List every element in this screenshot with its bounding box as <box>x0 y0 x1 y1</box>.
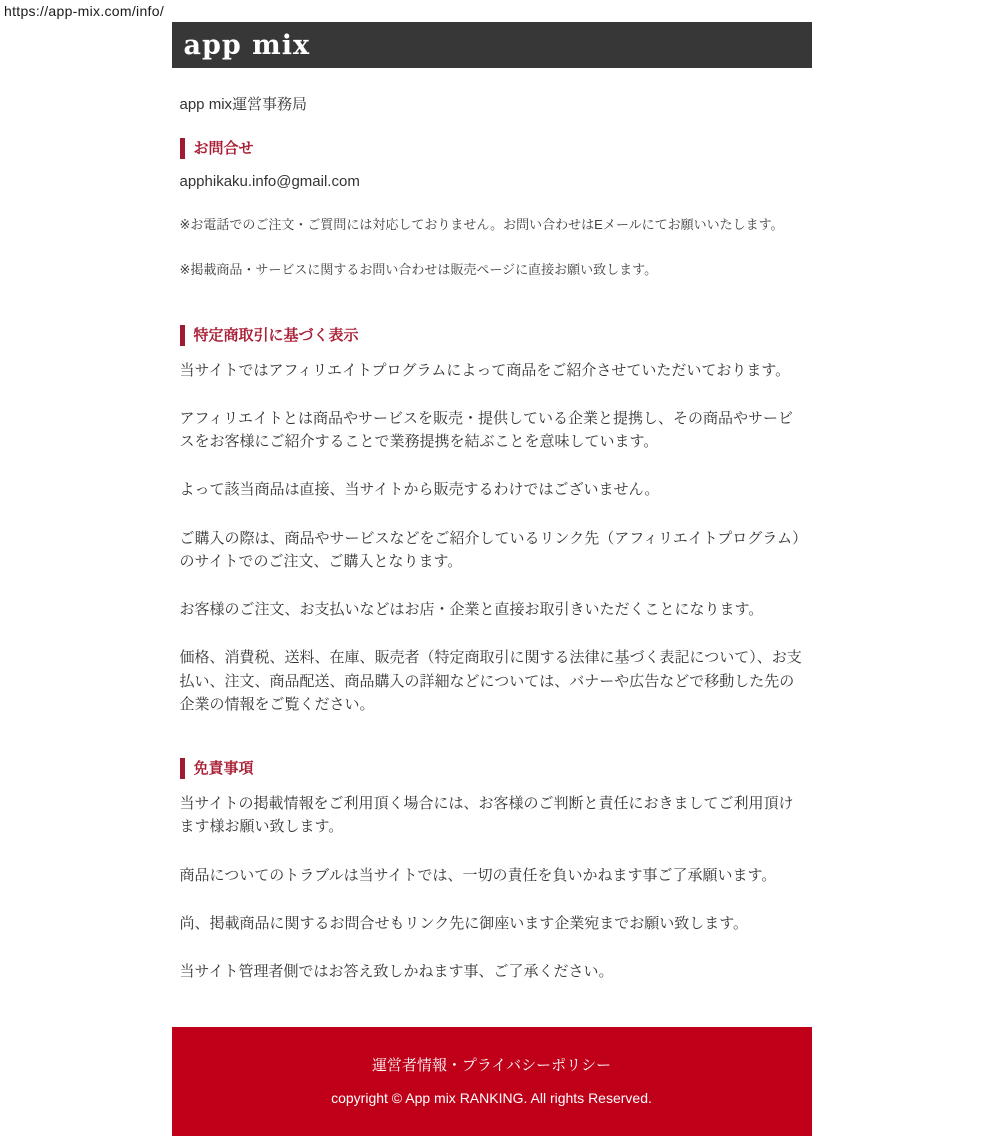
page-url-text: https://app-mix.com/info/ <box>4 3 165 19</box>
contact-note: ※お電話でのご注文・ご質問には対応しておりません。お問い合わせはEメールにてお願いいたします。 <box>179 217 784 232</box>
section-tokushoho <box>180 325 804 717</box>
page-container <box>172 22 812 1136</box>
section-heading-contact: お問合せ <box>180 138 804 159</box>
section-heading-tokushoho: 特定商取引に基づく表示 <box>180 325 804 346</box>
main-content <box>172 93 812 983</box>
disclaimer-paragraph: 当サイト管理者側ではお答え致しかねます事、ご了承ください。 <box>179 963 614 981</box>
operator-name-text: app mix運営事務局 <box>179 96 308 113</box>
contact-note: ※掲載商品・サービスに関するお問い合わせは販売ページに直接お願い致します。 <box>179 261 658 277</box>
site-footer <box>172 1027 812 1136</box>
disclaimer-paragraph: 尚、掲載商品に関するお問合せもリンク先に御座います企業宛までお願い致します。 <box>179 914 749 932</box>
disclaimer-paragraph: 当サイトの掲載情報をご利用頂く場合には、お客様のご判断と責任におきましてご利用頂けます様お願い致します。 <box>179 795 794 836</box>
site-header <box>172 22 812 68</box>
contact-email-text: apphikaku.info@gmail.com <box>179 173 360 190</box>
tokushoho-paragraph: アフィリエイトとは商品やサービスを販売・提供している企業と提携し、その商品やサービスをお客様にご紹介することで業務提携を結ぶことを意味しています。 <box>179 409 794 451</box>
section-disclaimer <box>180 758 804 983</box>
site-title-logo[interactable]: app mix <box>183 29 311 61</box>
disclaimer-paragraph: 商品についてのトラブルは当サイトでは、一切の責任を負いかねます事ご了承願います。 <box>179 866 777 884</box>
tokushoho-paragraph: 当サイトではアフィリエイトプログラムによって商品をご紹介させていただいております。 <box>179 361 791 379</box>
footer-copyright-text: copyright © App mix RANKING. All rights Reserved. <box>331 1090 652 1107</box>
tokushoho-paragraph: ご購入の際は、商品やサービスなどをご紹介しているリンク先（アフィリエイトプログラム）のサイトでのご注文、ご購入となります。 <box>179 529 800 570</box>
tokushoho-paragraph: 価格、消費税、送料、在庫、販売者（特定商取引に関する法律に基づく表記について）、お支払い、注文、商品配送、商品購入の詳細などについては、バナーや広告などで移動した先の企業の情報をご覧ください。 <box>179 649 802 713</box>
section-heading-disclaimer: 免責事項 <box>180 758 804 779</box>
section-contact <box>180 138 804 280</box>
footer-privacy-policy-link[interactable]: 運営者情報・プライバシーポリシー <box>371 1057 612 1075</box>
tokushoho-paragraph: お客様のご注文、お支払いなどはお店・企業と直接お取引きいただくことになります。 <box>179 601 764 619</box>
tokushoho-paragraph: よって該当商品は直接、当サイトから販売するわけではございません。 <box>179 481 660 499</box>
